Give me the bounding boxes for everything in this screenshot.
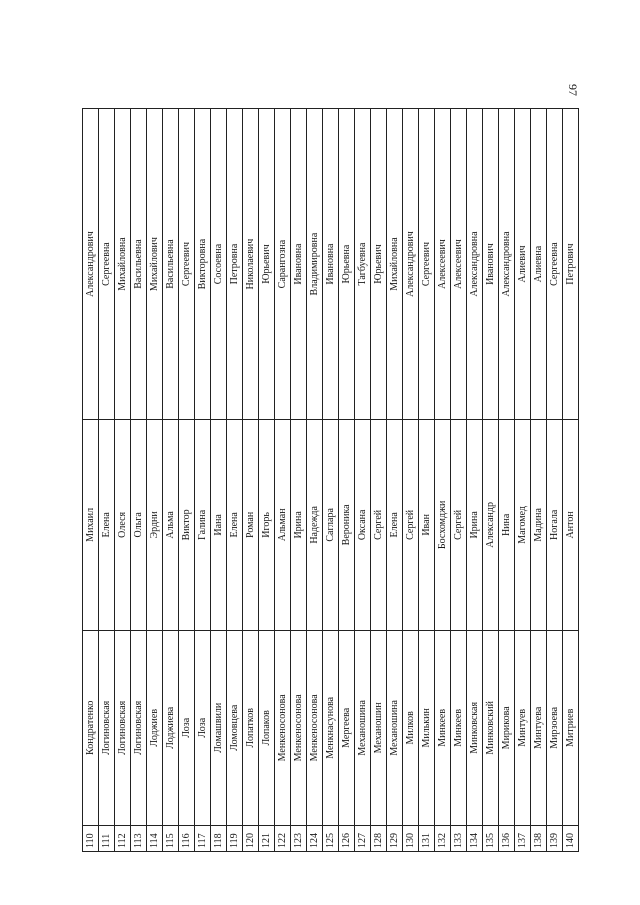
table-row: [195, 108, 211, 852]
patronymic-cell: Александрович: [85, 231, 96, 297]
first-name-cell: Иана: [211, 419, 226, 629]
table-row: [259, 108, 275, 852]
first-name-cell: Мадина: [531, 419, 546, 629]
first-name-cell: Магомед: [515, 419, 530, 629]
first-name-cell: Елена: [227, 419, 242, 629]
table-row: [451, 108, 467, 852]
first-name-cell: Виктор: [179, 419, 194, 629]
first-name-cell: Сергей: [371, 419, 386, 629]
last-name-cell: Менкеносонова: [307, 630, 322, 825]
first-name-cell: Елена: [387, 419, 402, 629]
patronymic-cell: Михайлович: [149, 237, 160, 292]
patronymic-cell: Сергеевич: [421, 241, 432, 287]
last-name-cell: Лоджиев: [147, 630, 162, 825]
patronymic-cell: Александрович: [405, 231, 416, 297]
last-name-cell: Милькин: [419, 630, 434, 825]
table-row: [82, 108, 99, 852]
last-name-cell: Менкнасунова: [323, 630, 338, 825]
patronymic-cell: Николаевич: [245, 238, 256, 290]
patronymic-cell: Викторовна: [197, 238, 208, 290]
patronymic-cell: Сосоевна: [213, 243, 224, 285]
table-row: [115, 108, 131, 852]
last-name-cell: Минковский: [483, 630, 498, 825]
patronymic-cell: Сергеевич: [181, 241, 192, 287]
first-name-cell: Иван: [419, 419, 434, 629]
table-row: [99, 108, 115, 852]
patronymic-cell: Петровна: [229, 243, 240, 285]
row-number-cell: 136: [499, 825, 514, 851]
table-row: [131, 108, 147, 852]
first-name-cell: Сергей: [451, 419, 466, 629]
row-number-cell: 114: [147, 825, 162, 851]
table-row: [291, 108, 307, 852]
patronymic-cell: Алексеевич: [453, 239, 464, 289]
last-name-cell: Механошин: [371, 630, 386, 825]
last-name-cell: Милков: [403, 630, 418, 825]
first-name-cell: Олеся: [115, 419, 130, 629]
patronymic-cell: Ивановна: [325, 243, 336, 285]
table-row: [227, 108, 243, 852]
last-name-cell: Кондратенко: [83, 630, 98, 825]
last-name-cell: Минковская: [467, 630, 482, 825]
first-name-cell: Ногала: [547, 419, 562, 629]
first-name-cell: Нина: [499, 419, 514, 629]
last-name-cell: Мирзоева: [547, 630, 562, 825]
patronymic-cell: Иванович: [485, 243, 496, 285]
last-name-cell: Лоза: [179, 630, 194, 825]
table-row: [435, 108, 451, 852]
first-name-cell: Альма: [163, 419, 178, 629]
first-name-cell: Ирина: [291, 419, 306, 629]
row-number-cell: 116: [179, 825, 194, 851]
patronymic-cell: Алиевич: [517, 245, 528, 283]
table-row: [419, 108, 435, 852]
table-row: [563, 108, 579, 852]
row-number-cell: 119: [227, 825, 242, 851]
row-number-cell: 112: [115, 825, 130, 851]
last-name-cell: Мергеева: [339, 630, 354, 825]
patronymic-cell: Петрович: [565, 243, 576, 285]
row-number-cell: 120: [243, 825, 258, 851]
first-name-cell: Галина: [195, 419, 210, 629]
first-name-cell: Антон: [563, 419, 578, 629]
last-name-cell: Ломовцева: [227, 630, 242, 825]
table-row: [547, 108, 563, 852]
patronymic-cell: Ивановна: [293, 243, 304, 285]
patronymic-cell: Сергеевна: [549, 242, 560, 286]
table-row: [323, 108, 339, 852]
patronymic-cell: Сарангозна: [277, 239, 288, 289]
first-name-cell: Игорь: [259, 419, 274, 629]
first-name-cell: Эрдни: [147, 419, 162, 629]
first-name-cell: Босхомджи: [435, 419, 450, 629]
patronymic-cell: Васильевна: [165, 239, 176, 289]
first-name-cell: Ольга: [131, 419, 146, 629]
table-row: [355, 108, 371, 852]
row-number-cell: 139: [547, 825, 562, 851]
first-name-cell: Александр: [483, 419, 498, 629]
last-name-cell: Ломашвили: [211, 630, 226, 825]
row-number-cell: 123: [291, 825, 306, 851]
row-number-cell: 124: [307, 825, 322, 851]
row-number-cell: 134: [467, 825, 482, 851]
table-row: [467, 108, 483, 852]
first-name-cell: Альман: [275, 419, 290, 629]
row-number-cell: 129: [387, 825, 402, 851]
first-name-cell: Михаил: [83, 419, 98, 629]
row-number-cell: 113: [131, 825, 146, 851]
patronymic-cell: Сергеевна: [101, 242, 112, 286]
row-number-cell: 118: [211, 825, 226, 851]
table-row: [275, 108, 291, 852]
row-number-cell: 117: [195, 825, 210, 851]
table-row: [179, 108, 195, 852]
first-name-cell: Саглара: [323, 419, 338, 629]
row-number-cell: 135: [483, 825, 498, 851]
last-name-cell: Минкеев: [435, 630, 450, 825]
last-name-cell: Лоджиева: [163, 630, 178, 825]
row-number-cell: 126: [339, 825, 354, 851]
patronymic-cell: Владимировна: [309, 232, 320, 296]
first-name-cell: Ирина: [467, 419, 482, 629]
first-name-cell: Оксана: [355, 419, 370, 629]
table-row: [515, 108, 531, 852]
last-name-cell: Менкеносонова: [291, 630, 306, 825]
first-name-cell: Надежда: [307, 419, 322, 629]
row-number-cell: 121: [259, 825, 274, 851]
last-name-cell: Лоза: [195, 630, 210, 825]
table-row: [243, 108, 259, 852]
row-number-cell: 132: [435, 825, 450, 851]
roster-table: [82, 108, 576, 852]
row-number-cell: 137: [515, 825, 530, 851]
patronymic-cell: Александровна: [469, 231, 480, 297]
row-number-cell: 110: [83, 825, 98, 851]
first-name-cell: Елена: [99, 419, 114, 629]
last-name-cell: Лопаков: [259, 630, 274, 825]
row-number-cell: 127: [355, 825, 370, 851]
first-name-cell: Роман: [243, 419, 258, 629]
last-name-cell: Минтуева: [531, 630, 546, 825]
last-name-cell: Механошина: [387, 630, 402, 825]
last-name-cell: Логиновская: [131, 630, 146, 825]
roster-table-body: [82, 108, 576, 852]
table-row: [211, 108, 227, 852]
row-number-cell: 115: [163, 825, 178, 851]
row-number-cell: 128: [371, 825, 386, 851]
first-name-cell: Вероника: [339, 419, 354, 629]
patronymic-cell: Александровна: [501, 231, 512, 297]
patronymic-cell: Тагбуевна: [357, 242, 368, 286]
table-row: [371, 108, 387, 852]
table-row: [387, 108, 403, 852]
first-name-cell: Сергей: [403, 419, 418, 629]
last-name-cell: Логиновская: [115, 630, 130, 825]
table-row: [483, 108, 499, 852]
patronymic-cell: Алиевна: [533, 245, 544, 283]
last-name-cell: Мирикова: [499, 630, 514, 825]
last-name-cell: Менкеносонова: [275, 630, 290, 825]
last-name-cell: Митриев: [563, 630, 578, 825]
last-name-cell: Минкеев: [451, 630, 466, 825]
row-number-cell: 122: [275, 825, 290, 851]
row-number-cell: 111: [99, 825, 114, 851]
row-number-cell: 130: [403, 825, 418, 851]
patronymic-cell: Михайловна: [389, 237, 400, 291]
last-name-cell: Минтуев: [515, 630, 530, 825]
patronymic-cell: Юрьевич: [373, 244, 384, 284]
patronymic-cell: Васильевна: [133, 239, 144, 289]
table-row: [403, 108, 419, 852]
page-number: 97: [566, 84, 580, 96]
last-name-cell: Логиновская: [99, 630, 114, 825]
row-number-cell: 125: [323, 825, 338, 851]
table-row: [147, 108, 163, 852]
row-number-cell: 138: [531, 825, 546, 851]
table-row: [531, 108, 547, 852]
row-number-cell: 140: [563, 825, 578, 851]
patronymic-cell: Юрьевна: [341, 244, 352, 284]
last-name-cell: Механошина: [355, 630, 370, 825]
row-number-cell: 131: [419, 825, 434, 851]
patronymic-cell: Михайловна: [117, 237, 128, 291]
row-number-cell: 133: [451, 825, 466, 851]
table-row: [339, 108, 355, 852]
table-row: [307, 108, 323, 852]
last-name-cell: Лопатков: [243, 630, 258, 825]
table-row: [163, 108, 179, 852]
patronymic-cell: Юрьевич: [261, 244, 272, 284]
table-row: [499, 108, 515, 852]
patronymic-cell: Алексеевич: [437, 239, 448, 289]
